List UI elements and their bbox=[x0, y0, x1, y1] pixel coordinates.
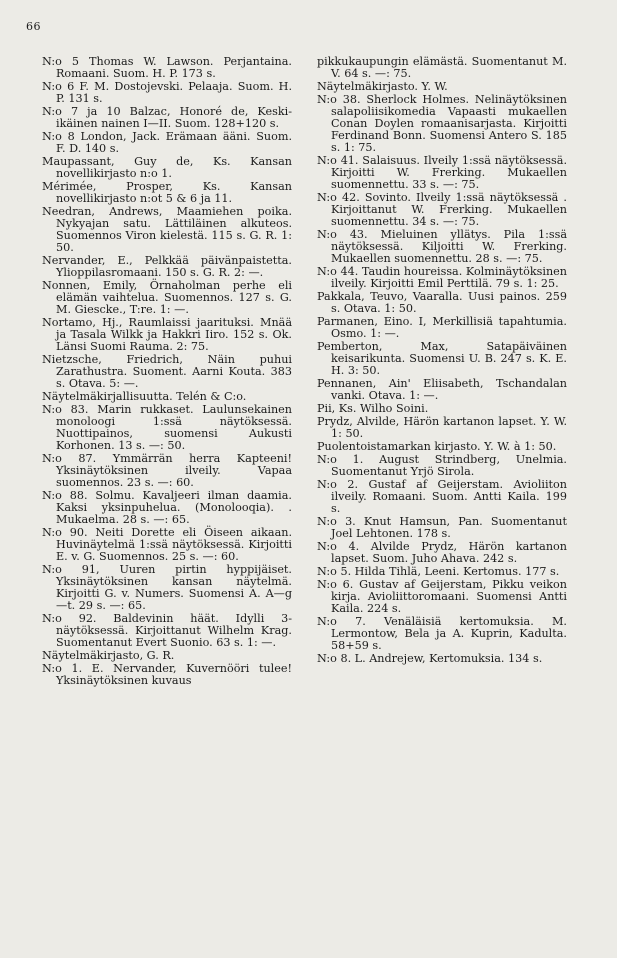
list-item: Pakkala, Teuvo, Vaaralla. Uusi painos. 259 s. Otava. 1: 50. bbox=[317, 290, 567, 315]
page-number: 66 bbox=[26, 20, 41, 33]
list-item: N:o 7. Venäläisiä kertomuksia. M. Lermontow, Bela ja A. Kuprin, Kadulta. 58+59 s. bbox=[317, 615, 567, 652]
list-item: N:o 6 F. M. Dostojevski. Pelaaja. Suom. H. P. 131 s. bbox=[42, 80, 292, 105]
list-item: Nonnen, Emily, Örnaholman perhe eli elämän vaihtelua. Suomennos. 127 s. G. M. Giescke., T:re. 1: —. bbox=[42, 279, 292, 316]
list-item: Parmanen, Eino. I, Merkillisiä tapahtumia. Osmo. 1: —. bbox=[317, 315, 567, 340]
list-item: Maupassant, Guy de, Ks. Kansan novellikirjasto n:o 1. bbox=[42, 155, 292, 180]
list-item: N:o 87. Ymmärrän herra Kapteeni! Yksinäytöksinen ilveily. Vapaa suomennos. 23 s. —: 60. bbox=[42, 452, 292, 489]
list-item: N:o 8 London, Jack. Erämaan ääni. Suom. F. D. 140 s. bbox=[42, 130, 292, 155]
list-item: N:o 7 ja 10 Balzac, Honoré de, Keski-ikäinen nainen I—II. Suom. 128+120 s. bbox=[42, 105, 292, 130]
list-item: Näytelmäkirjasto. Y. W. bbox=[317, 80, 448, 93]
list-item: N:o 8. L. Andrejew, Kertomuksia. 134 s. bbox=[317, 652, 543, 665]
list-item: Prydz, Alvilde, Härön kartanon lapset. Y. W. 1: 50. bbox=[317, 415, 567, 440]
list-item: N:o 3. Knut Hamsun, Pan. Suomentanut Joel Lehtonen. 178 s. bbox=[317, 515, 567, 540]
list-item: N:o 92. Baldevinin häät. Idylli 3-näytöksessä. Kirjoittanut Wilhelm Krag. Suomentanut Evert Suonio. 63 s. 1: —. bbox=[42, 612, 292, 649]
list-item: N:o 6. Gustav af Geijerstam, Pikku veikon kirja. Avioliittoromaani. Suomensi Antti Kaila. 224 s. bbox=[317, 578, 567, 615]
list-item: N:o 2. Gustaf af Geijerstam. Avioliiton ilveily. Romaani. Suom. Antti Kaila. 199 s. bbox=[317, 478, 567, 515]
list-item: N:o 1. August Strindberg, Unelmia. Suomentanut Yrjö Sirola. bbox=[317, 453, 567, 478]
list-item: N:o 1. E. Nervander, Kuvernööri tulee! Yksinäytöksinen kuvaus bbox=[42, 662, 292, 687]
list-item: N:o 43. Mieluinen yllätys. Pila 1:ssä näytöksessä. Kiljoitti W. Frerking. Mukaellen suomennettu. 28 s. —: 75. bbox=[317, 228, 567, 265]
list-item: N:o 42. Sovinto. Ilveily 1:ssä näytöksessä . Kirjoittanut W. Frerking. Mukaellen suomennettu. 34 s. —: 75. bbox=[317, 191, 567, 228]
list-item: N:o 4. Alvilde Prydz, Härön kartanon lapset. Suom. Juho Ahava. 242 s. bbox=[317, 540, 567, 565]
list-item: Pennanen, Ain' Eliisabeth, Tschandalan vanki. Otava. 1: —. bbox=[317, 377, 567, 402]
list-item: N:o 88. Solmu. Kavaljeeri ilman daamia. Kaksi yksinpuhelua. (Monolooqia). . Mukaelma. 28 s. —: 65. bbox=[42, 489, 292, 526]
list-item: Pii, Ks. Wilho Soini. bbox=[317, 402, 429, 415]
list-item: Näytelmäkirjasto, G. R. bbox=[42, 649, 175, 662]
list-item: N:o 38. Sherlock Holmes. Nelinäytöksinen salapoliisikomedia Vapaasti mukaellen Conan Doylen romaanisarjasta. Kirjoitti Ferdinand Bonn. Suomensi Antero S. 185 s. 1: 75. bbox=[317, 93, 567, 154]
list-item: N:o 44. Taudin houreissa. Kolminäytöksinen ilveily. Kirjoitti Emil Perttilä. 79 s. 1: 25. bbox=[317, 265, 567, 290]
list-item: Puolentoistamarkan kirjasto. Y. W. à 1: 50. bbox=[317, 440, 557, 453]
list-item: N:o 5 Thomas W. Lawson. Perjantaina. Romaani. Suom. H. P. 173 s. bbox=[42, 55, 292, 80]
list-item: N:o 83. Marin rukkaset. Laulunsekainen monoloogi 1:ssä näytöksessä. Nuottipainos, suomensi Aukusti Korhonen. 13 s. —: 50. bbox=[42, 403, 292, 452]
list-item: Needran, Andrews, Maamiehen poika. Nykyajan satu. Lättiläinen alkuteos. Suomennos Viron kielestä. 115 s. G. R. 1: 50. bbox=[42, 205, 292, 254]
list-item: Pemberton, Max, Satapäiväinen keisarikunta. Suomensi U. B. 247 s. K. E. H. 3: 50. bbox=[317, 340, 567, 377]
list-item: N:o 91, Uuren pirtin hyppijäiset. Yksinäytöksinen kansan näytelmä. Kirjoitti G. v. Numers. Suomensi A. A—g—t. 29 s. —: 65. bbox=[42, 563, 292, 612]
list-item: Nervander, E., Pelkkää päivänpaistetta. Ylioppilasromaani. 150 s. G. R. 2: —. bbox=[42, 254, 292, 279]
list-item: pikkukaupungin elämästä. Suomentanut M. V. 64 s. —: 75. bbox=[317, 55, 567, 80]
right-column bbox=[317, 56, 567, 666]
list-item: Mérimée, Prosper, Ks. Kansan novellikirjasto n:ot 5 & 6 ja 11. bbox=[42, 180, 292, 205]
list-item: Nietzsche, Friedrich, Näin puhui Zarathustra. Suoment. Aarni Kouta. 383 s. Otava. 5: —. bbox=[42, 353, 292, 390]
list-item: N:o 41. Salaisuus. Ilveily 1:ssä näytöksessä. Kirjoitti W. Frerking. Mukaellen suomennettu. 33 s. —: 75. bbox=[317, 154, 567, 191]
list-item: N:o 5. Hilda Tihlä, Leeni. Kertomus. 177 s. bbox=[317, 565, 560, 578]
list-item: Näytelmäkirjallisuutta. Telén & C:o. bbox=[42, 390, 247, 403]
left-column bbox=[42, 56, 292, 688]
list-item: N:o 90. Neiti Dorette eli Öiseen aikaan. Huvinäytelmä 1:ssä näytöksessä. Kirjoitti E. v. G. Suomennos. 25 s. —: 60. bbox=[42, 526, 292, 563]
list-item: Nortamo, Hj., Raumlaissi jaarituksi. Mnää ja Tasala Wilkk ja Hakkri Iiro. 152 s. Ok. Länsi Suomi Rauma. 2: 75. bbox=[42, 316, 292, 353]
